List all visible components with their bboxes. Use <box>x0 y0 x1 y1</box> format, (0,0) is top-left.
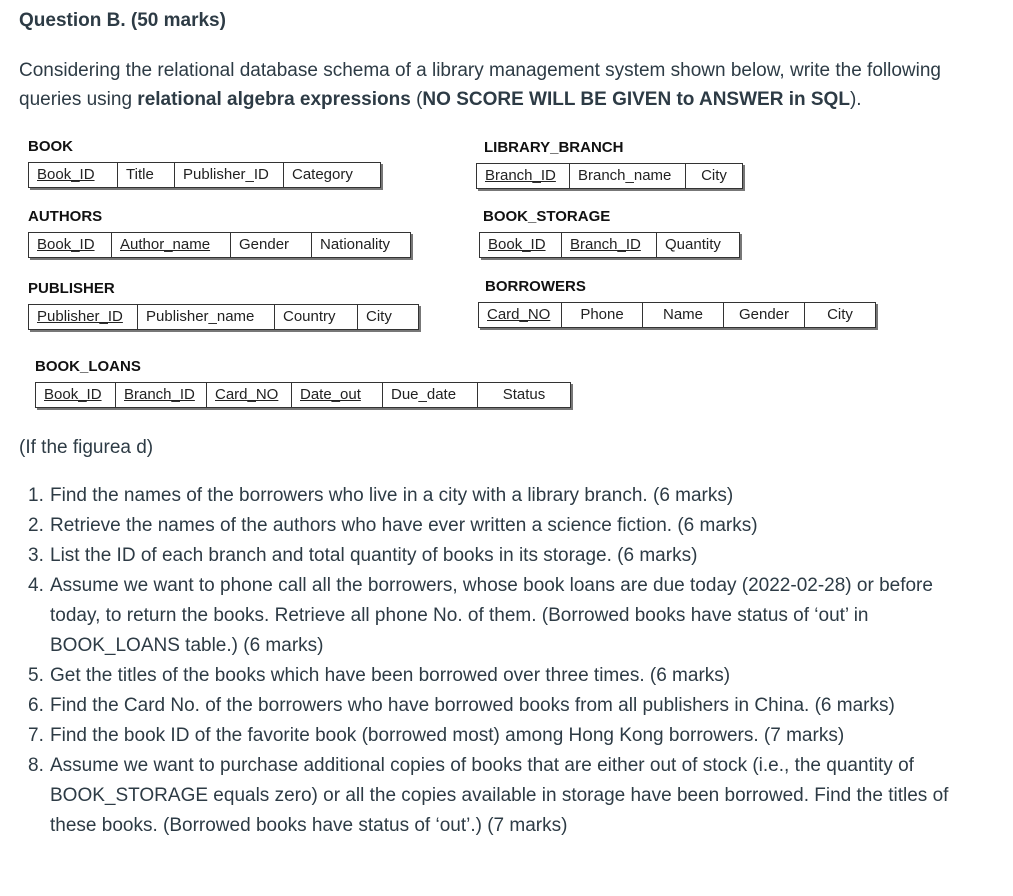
schema-book-loans <box>35 358 571 408</box>
schema-book <box>28 138 381 188</box>
list-item <box>28 571 988 661</box>
item-text: List the ID of each branch and total quantity of books in its storage. (6 marks) <box>50 545 698 566</box>
column: Name <box>643 303 724 327</box>
item-text: Get the titles of the books which have been borrowed over three times. (6 marks) <box>50 665 731 686</box>
item-text: Find the Card No. of the borrowers who have borrowed books from all publishers in China. (6 marks) <box>50 695 895 716</box>
table-name: BORROWERS <box>485 278 586 295</box>
column: Card_NO <box>479 303 562 327</box>
column: Book_ID <box>29 233 112 257</box>
column: Due_date <box>383 383 478 407</box>
column: Phone <box>562 303 643 327</box>
table-name: PUBLISHER <box>28 280 115 297</box>
list-item <box>28 691 988 721</box>
item-number: 1. <box>28 485 44 506</box>
table-columns <box>28 304 419 330</box>
item-number: 6. <box>28 695 44 716</box>
column: Date_out <box>292 383 383 407</box>
list-item <box>28 721 988 751</box>
table-columns <box>28 162 381 188</box>
table-name: AUTHORS <box>28 208 103 225</box>
column: Author_name <box>112 233 231 257</box>
column: Publisher_name <box>138 305 275 329</box>
column: Status <box>502 386 546 403</box>
column: Nationality <box>320 236 391 253</box>
figure-note: (If the figurea d) <box>19 437 154 458</box>
question-title: Question B. (50 marks) <box>19 10 226 31</box>
schema-borrowers <box>478 278 876 328</box>
column: Branch_name <box>570 164 686 188</box>
item-number: 2. <box>28 515 44 536</box>
list-item <box>28 481 988 511</box>
column: Card_NO <box>207 383 292 407</box>
item-number: 7. <box>28 725 44 746</box>
schema-library-branch <box>476 139 743 189</box>
schema-authors <box>28 208 411 258</box>
column: Publisher_ID <box>29 305 138 329</box>
column: City <box>366 308 392 325</box>
column: Publisher_ID <box>175 163 284 187</box>
column: Branch_ID <box>477 164 570 188</box>
column: City <box>701 167 727 184</box>
column: City <box>827 306 853 323</box>
intro-mid: ( <box>410 89 423 110</box>
list-item <box>28 511 988 541</box>
intro-bold-relational-algebra: relational algebra expressions <box>137 89 411 110</box>
table-name: BOOK_LOANS <box>35 358 141 375</box>
item-text: Retrieve the names of the authors who have ever written a science fiction. (6 marks) <box>50 515 758 536</box>
column: Gender <box>724 303 805 327</box>
table-name: LIBRARY_BRANCH <box>484 139 624 156</box>
query-list <box>28 481 988 841</box>
column: Book_ID <box>29 163 118 187</box>
column: Book_ID <box>480 233 562 257</box>
column: Title <box>118 163 175 187</box>
table-columns <box>476 163 743 189</box>
column: Country <box>275 305 358 329</box>
item-text: Assume we want to phone call all the borrowers, whose book loans are due today (2022-02-28) or before today, to return the books. Retrieve all phone No. of them. (Borrowed books have status of ‘out’ in BOOK_LOANS table.) (6 marks) <box>50 575 933 656</box>
column: Gender <box>231 233 312 257</box>
list-item <box>28 751 988 841</box>
column: Book_ID <box>36 383 116 407</box>
table-columns <box>35 382 571 408</box>
question-intro <box>19 56 999 114</box>
schema-book-storage <box>479 208 740 258</box>
item-number: 4. <box>28 575 44 596</box>
column: Branch_ID <box>562 233 657 257</box>
column: Category <box>292 166 353 183</box>
schema-publisher <box>28 280 419 330</box>
table-columns <box>28 232 411 258</box>
table-columns <box>479 232 740 258</box>
item-text: Find the names of the borrowers who live in a city with a library branch. (6 marks) <box>50 485 734 506</box>
list-item <box>28 541 988 571</box>
item-text: Assume we want to purchase additional copies of books that are either out of stock (i.e., the quantity of BOOK_STORAGE equals zero) or all the copies available in storage have been borrowed. Find the titles of these books. (Borrowed books have status of ‘out’.) (7 marks) <box>50 755 949 836</box>
column: Quantity <box>665 236 721 253</box>
intro-suffix: ). <box>849 89 862 110</box>
item-text: Find the book ID of the favorite book (borrowed most) among Hong Kong borrowers. (7 marks) <box>50 725 845 746</box>
item-number: 3. <box>28 545 44 566</box>
column: Branch_ID <box>116 383 207 407</box>
intro-prefix: Considering the relational database schema of a library management system shown below, write the following queries using <box>19 60 941 110</box>
table-name: BOOK_STORAGE <box>483 208 611 225</box>
item-number: 5. <box>28 665 44 686</box>
intro-bold-no-sql: NO SCORE WILL BE GIVEN to ANSWER in SQL <box>422 89 850 110</box>
item-number: 8. <box>28 755 44 776</box>
table-name: BOOK <box>28 138 73 155</box>
list-item <box>28 661 988 691</box>
table-columns <box>478 302 876 328</box>
